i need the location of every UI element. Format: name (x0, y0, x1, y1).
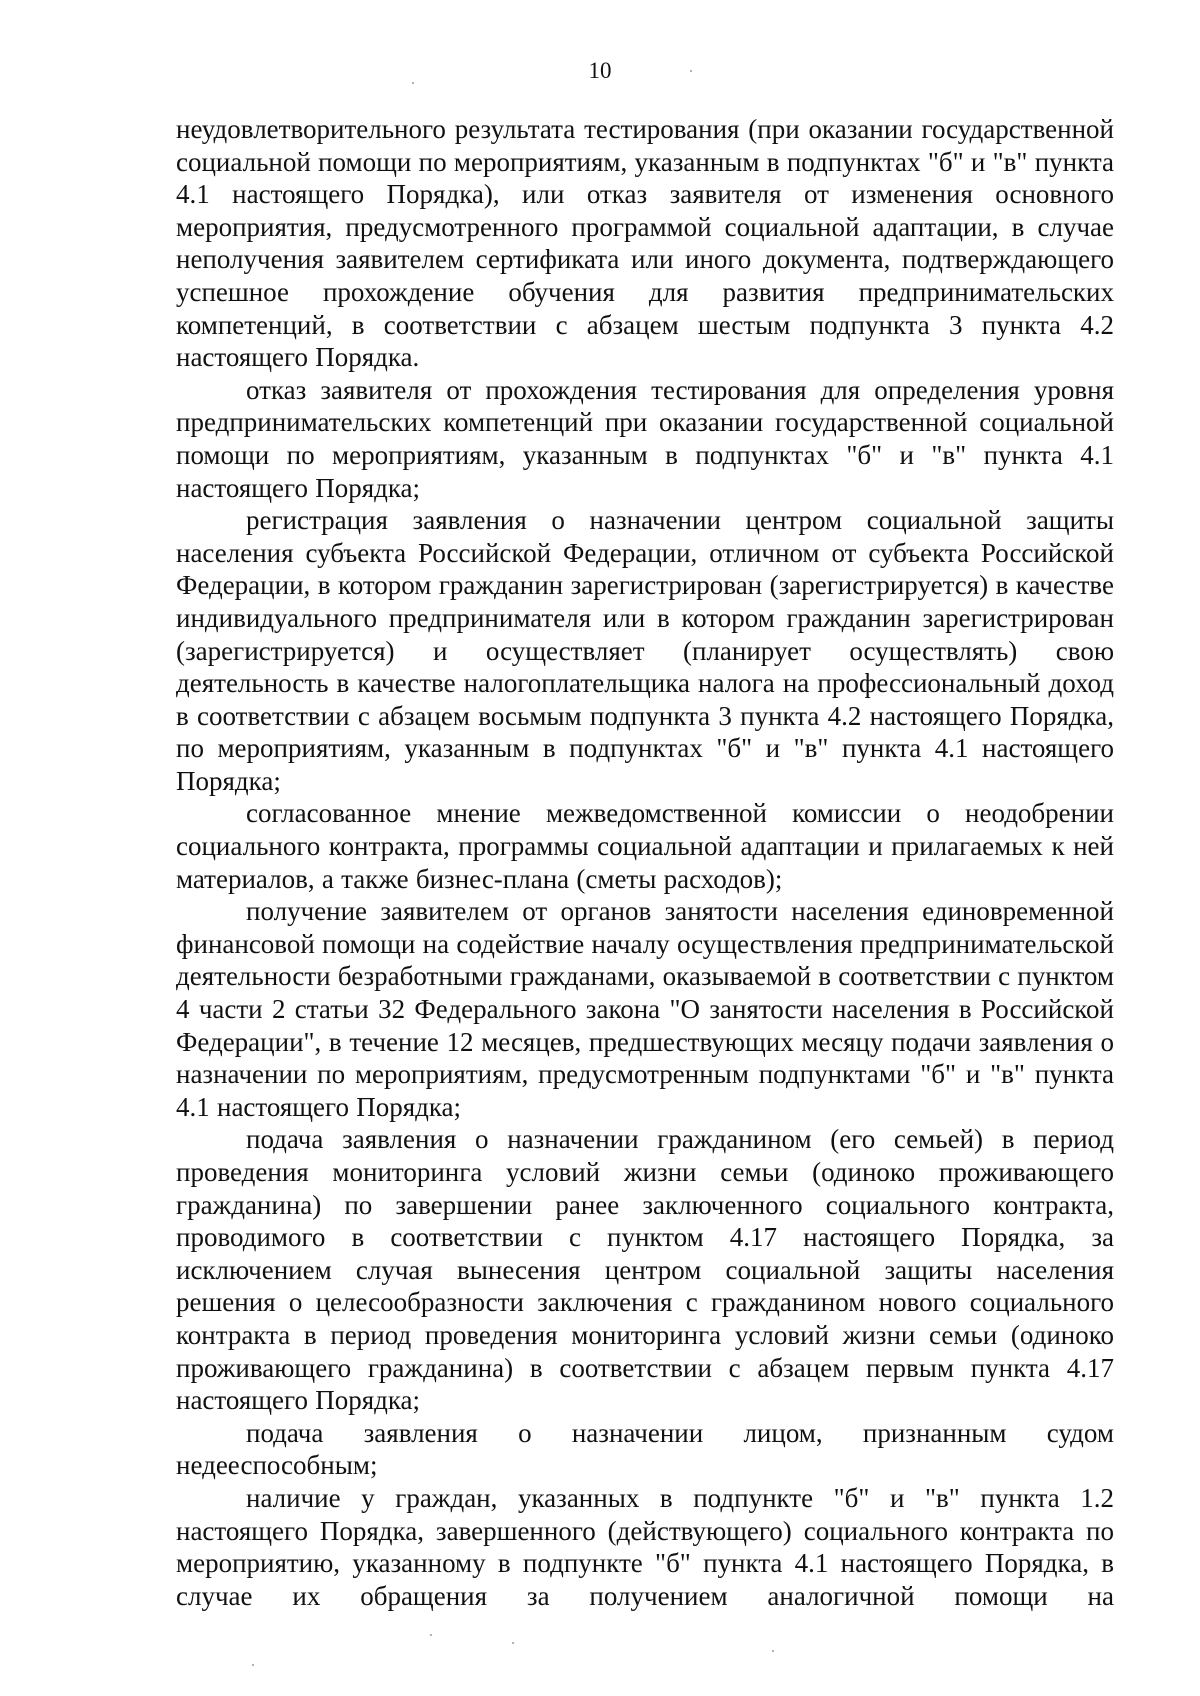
page-number: 10 (588, 58, 612, 83)
scan-speck (430, 1634, 432, 1636)
scan-speck (772, 1650, 774, 1652)
scan-speck (252, 1664, 254, 1666)
paragraph-7: подача заявления о назначении лицом, признанным судом недееспособным; (176, 1417, 1114, 1481)
paragraph-2: отказ заявителя от прохождения тестирования для определения уровня предпринимательских компетенций при оказании государственной социальной помощи по мероприятиям, указанным в подпунктах "б" и "в" пункта 4.1 настоящего Порядка; (176, 374, 1114, 503)
scan-speck (690, 70, 692, 72)
document-body (176, 113, 1114, 1612)
paragraph-6: подача заявления о назначении гражданином (его семьей) в период проведения мониторинга условий жизни семьи (одиноко проживающего гражданина) по завершении ранее заключенного социального контракта, проводимого в соответствии с пунктом 4.17 настоящего Порядка, за исключением случая вынесения центром социальной защиты населения решения о целесообразности заключения с гражданином нового социального контракта в период проведения мониторинга условий жизни семьи (одиноко проживающего гражданина) в соответствии с абзацем первым пункта 4.17 настоящего Порядка; (176, 1124, 1114, 1416)
scan-speck (412, 82, 414, 84)
paragraph-8: наличие у граждан, указанных в подпункте "б" и "в" пункта 1.2 настоящего Порядка, завершенного (действующего) социального контракта по мероприятию, указанному в подпункте "б" пункта 4.1 настоящего Порядка, в случае их обращения за получением аналогичной помощи на (176, 1482, 1114, 1611)
paragraph-5: получение заявителем от органов занятости населения единовременной финансовой помощи на содействие началу осуществления предпринимательской деятельности безработными гражданами, оказываемой в соответствии с пунктом 4 части 2 статьи 32 Федерального закона "О занятости населения в Российской Федерации", в течение 12 месяцев, предшествующих месяцу подачи заявления о назначении по мероприятиям, предусмотренным подпунктами "б" и "в" пункта 4.1 настоящего Порядка; (176, 896, 1114, 1122)
paragraph-4: согласованное мнение межведомственной комиссии о неодобрении социального контракта, программы социальной адаптации и прилагаемых к ней материалов, а также бизнес-плана (сметы расходов); (176, 798, 1114, 894)
scan-speck (512, 1642, 514, 1644)
paragraph-1: неудовлетворительного результата тестирования (при оказании государственной социальной помощи по мероприятиям, указанным в подпунктах "б" и "в" пункта 4.1 настоящего Порядка), или отказ заявителя от изменения основного мероприятия, предусмотренного программой социальной адаптации, в случае неполучения заявителем сертификата или иного документа, подтверждающего успешное прохождение обучения для развития предпринимательских компетенций, в соответствии с абзацем шестым подпункта 3 пункта 4.2 настоящего Порядка. (176, 114, 1114, 373)
paragraph-3: регистрация заявления о назначении центром социальной защиты населения субъекта Российской Федерации, отличном от субъекта Российской Федерации, в котором гражданин зарегистрирован (зарегистрируется) в качестве индивидуального предпринимателя или в котором гражданин зарегистрирован (зарегистрируется) и осуществляет (планирует осуществлять) свою деятельность в качестве налогоплательщика налога на профессиональный доход в соответствии с абзацем восьмым подпункта 3 пункта 4.2 настоящего Порядка, по мероприятиям, указанным в подпунктах "б" и "в" пункта 4.1 настоящего Порядка; (176, 505, 1114, 796)
